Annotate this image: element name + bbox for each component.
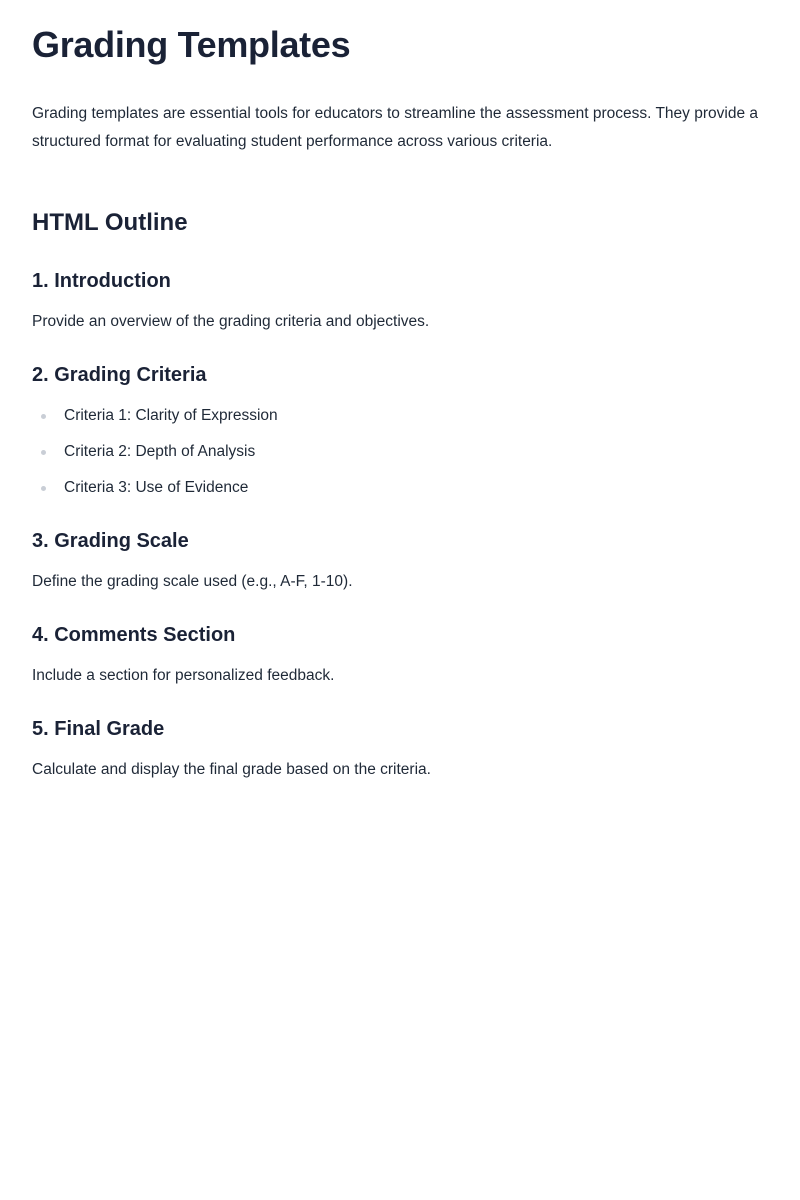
- bullet-icon: [41, 450, 46, 455]
- section-comments: [32, 622, 768, 686]
- section-heading: 4. Comments Section: [32, 624, 236, 646]
- section-final-grade: [32, 716, 768, 780]
- list-item: [32, 406, 768, 426]
- list-item-label: Criteria 1: Clarity of Expression: [64, 407, 278, 424]
- list-item: [32, 478, 768, 498]
- section-heading: 3. Grading Scale: [32, 530, 189, 552]
- bullet-icon: [41, 486, 46, 491]
- section-text: Include a section for personalized feedback.: [32, 667, 335, 684]
- section-grading-criteria: [32, 362, 768, 498]
- outline-heading: HTML Outline: [32, 209, 188, 236]
- criteria-list: [32, 406, 768, 498]
- page-title: Grading Templates: [32, 24, 351, 65]
- section-text: Calculate and display the final grade based on the criteria.: [32, 761, 431, 778]
- section-grading-scale: [32, 528, 768, 592]
- section-text: Define the grading scale used (e.g., A-F, 1-10).: [32, 573, 353, 590]
- section-text: Provide an overview of the grading criteria and objectives.: [32, 313, 430, 330]
- intro-paragraph: Grading templates are essential tools for educators to streamline the assessment process. They provide a structured format for evaluating student performance across various criteria.: [32, 105, 758, 150]
- section-introduction: [32, 268, 768, 332]
- bullet-icon: [41, 414, 46, 419]
- section-heading: 2. Grading Criteria: [32, 364, 207, 386]
- list-item-label: Criteria 2: Depth of Analysis: [64, 443, 256, 460]
- list-item: [32, 442, 768, 462]
- section-heading: 5. Final Grade: [32, 718, 165, 740]
- section-heading: 1. Introduction: [32, 270, 171, 292]
- list-item-label: Criteria 3: Use of Evidence: [64, 479, 249, 496]
